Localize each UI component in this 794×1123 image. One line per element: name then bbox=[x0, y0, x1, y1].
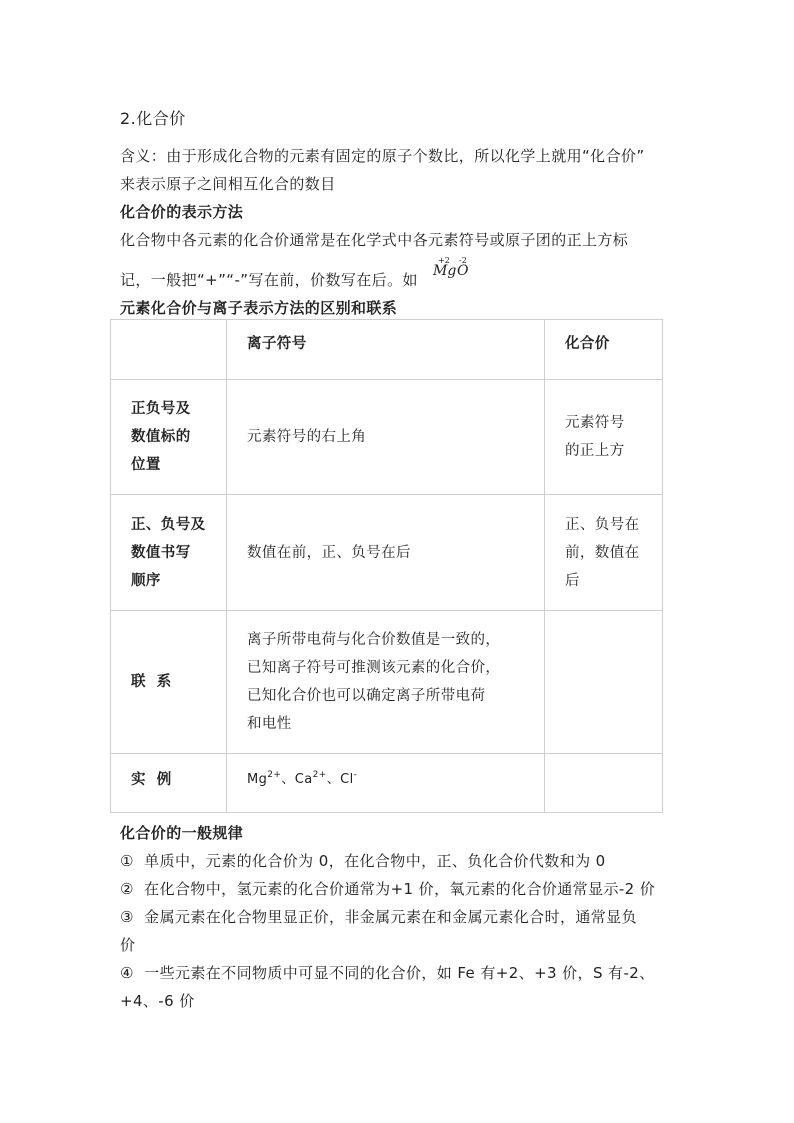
rule-item-3: ③ 金属元素在化合物里显正价，非金属元素在和金属元素化合时，通常显负 bbox=[120, 908, 637, 926]
table-header-row bbox=[111, 320, 663, 380]
formula-element-o: O bbox=[457, 263, 469, 279]
rule-item-1: ① 单质中，元素的化合价为 0，在化合物中，正、负化合价代数和为 0 bbox=[120, 852, 606, 870]
cell-text-line: 数值在前，正、负号在后 bbox=[247, 544, 411, 561]
row-label-line: 正、负号及 bbox=[131, 516, 206, 533]
row-ion-cell bbox=[227, 611, 545, 754]
row-label-line: 数值书写 bbox=[131, 544, 191, 561]
cell-text-line: 的正上方 bbox=[565, 443, 625, 459]
ion-symbol: Ca bbox=[294, 772, 313, 787]
table-caption: 元素化合价与离子表示方法的区别和联系 bbox=[120, 299, 398, 317]
row-label bbox=[111, 380, 227, 495]
ion-separator: 、 bbox=[326, 772, 341, 787]
cell-text-line: 后 bbox=[565, 572, 580, 589]
ion-symbol: Cl bbox=[340, 772, 354, 787]
row-label-line: 位置 bbox=[131, 457, 161, 473]
row-label bbox=[111, 495, 227, 611]
cell-text-line: 已知离子符号可推测该元素的化合价， bbox=[247, 660, 501, 676]
cell-text-line: 离子所带电荷与化合价数值是一致的， bbox=[247, 632, 501, 648]
row-valence-cell bbox=[545, 611, 663, 754]
ion-symbol: Mg bbox=[247, 772, 268, 787]
row-valence-cell bbox=[545, 754, 663, 813]
header-cell-valence: 化合价 bbox=[545, 320, 663, 380]
row-label bbox=[111, 611, 227, 754]
row-label-line: 顺序 bbox=[131, 572, 161, 589]
ion-charge: - bbox=[353, 770, 358, 780]
ion-example-ca bbox=[295, 772, 327, 787]
cell-text-line: 正、负号在 bbox=[565, 516, 640, 533]
ion-example-mg bbox=[247, 772, 281, 787]
row-label-line: 数值标的 bbox=[131, 429, 191, 445]
ion-charge: 2+ bbox=[267, 770, 282, 780]
cell-text-line: 元素符号 bbox=[565, 415, 625, 431]
ion-charge: 2+ bbox=[312, 770, 327, 780]
cell-text-line: 元素符号的右上角 bbox=[247, 429, 367, 445]
definition-line-1: 含义：由于形成化合物的元素有固定的原子个数比，所以化学上就用“化合价” bbox=[120, 147, 645, 165]
definition-line-2: 来表示原子之间相互化合的数目 bbox=[120, 175, 336, 193]
table-row-order bbox=[111, 495, 663, 611]
comparison-table bbox=[110, 319, 663, 813]
row-label: 实 例 bbox=[111, 754, 227, 813]
row-ion-cell bbox=[227, 380, 545, 495]
rule-item-4: ④ 一些元素在不同物质中可显不同的化合价，如 Fe 有+2、+3 价，S 有-2、 bbox=[120, 964, 655, 982]
row-label-line: 联 系 bbox=[131, 674, 172, 690]
row-label-line: 正负号及 bbox=[131, 401, 191, 417]
table-row-position bbox=[111, 380, 663, 495]
cell-text-line: 前，数值在 bbox=[565, 544, 640, 561]
header-cell-empty bbox=[111, 320, 227, 380]
table-row-relation bbox=[111, 611, 663, 754]
representation-line-1: 化合物中各元素的化合价通常是在化学式中各元素符号或原子团的正上方标 bbox=[120, 231, 629, 249]
representation-heading: 化合价的表示方法 bbox=[120, 203, 244, 221]
formula-charge-o: -2 bbox=[459, 256, 467, 265]
rules-heading: 化合价的一般规律 bbox=[120, 824, 244, 842]
representation-line-2: 记，一般把“+”“-”写在前，价数写在后。如 bbox=[120, 271, 418, 289]
row-valence-cell bbox=[545, 495, 663, 611]
ion-example-cl bbox=[340, 772, 357, 787]
rule-item-3-cont: 价 bbox=[120, 936, 136, 954]
rule-item-4-cont: +4、-6 价 bbox=[120, 992, 195, 1010]
formula-charge-mg: +2 bbox=[438, 256, 450, 265]
row-example-cell bbox=[227, 754, 545, 813]
row-ion-cell bbox=[227, 495, 545, 611]
formula-element-mg: Mg bbox=[433, 263, 457, 279]
header-cell-ion: 离子符号 bbox=[227, 320, 545, 380]
rule-item-2: ② 在化合物中，氢元素的化合价通常为+1 价，氧元素的化合价通常显示-2 价 bbox=[120, 880, 656, 898]
valence-formula bbox=[432, 256, 480, 282]
ion-separator: 、 bbox=[281, 772, 295, 787]
row-valence-cell bbox=[545, 380, 663, 495]
section-title: 2.化合价 bbox=[120, 109, 186, 128]
cell-text-line: 已知化合价也可以确定离子所带电荷 bbox=[247, 688, 486, 704]
cell-text-line: 和电性 bbox=[247, 716, 292, 732]
table-row-example bbox=[111, 754, 663, 813]
